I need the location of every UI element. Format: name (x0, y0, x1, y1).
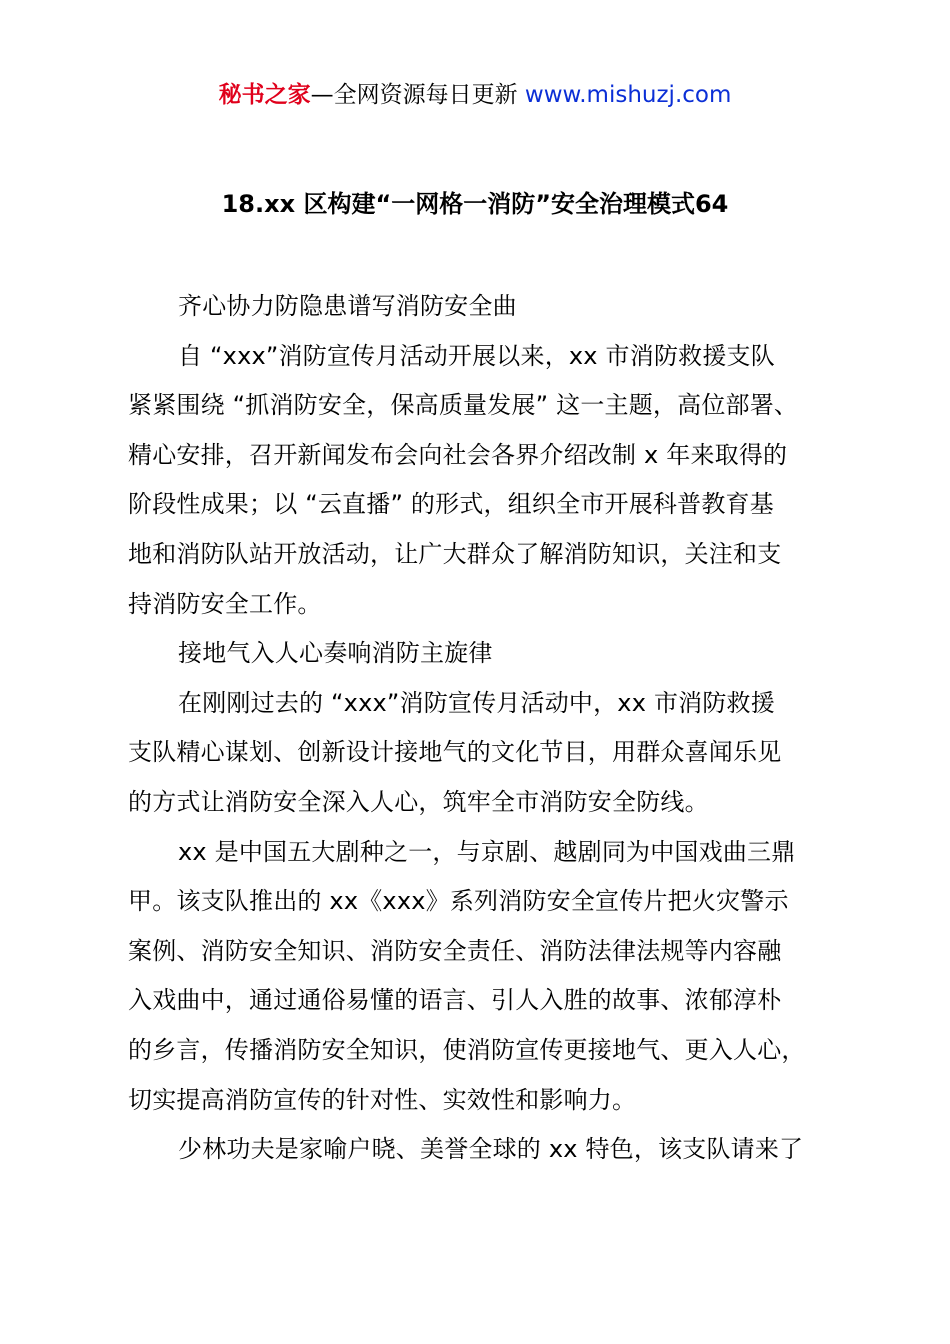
text-line: 接地气入人心奏响消防主旋律 (178, 639, 493, 668)
section-heading (128, 629, 836, 679)
text-line: 精心安排，召开新闻发布会向社会各界介绍改制 x 年来取得的 (128, 440, 788, 469)
text-line: 的方式让消防安全深入人心，筑牢全市消防安全防线。 (128, 787, 709, 816)
site-brand: 秘书之家 (218, 82, 311, 108)
text-line: 案例、消防安全知识、消防安全责任、消防法律法规等内容融 (128, 936, 782, 965)
document-title: 18.xx 区构建“一网格一消防”安全治理模式64 (221, 190, 729, 218)
site-header (0, 78, 950, 112)
site-slogan: —全网资源每日更新 (310, 82, 525, 108)
document-body (128, 282, 836, 1175)
paragraph (128, 679, 836, 828)
paragraph (128, 332, 836, 630)
text-line: 地和消防队站开放活动，让广大群众了解消防知识，关注和支 (128, 539, 782, 568)
text-line: 的乡言，传播消防安全知识，使消防宣传更接地气、更入人心， (128, 1035, 806, 1064)
text-line: 持消防安全工作。 (128, 589, 322, 618)
site-url-link[interactable]: www.mishuzj.com (524, 82, 732, 108)
text-line: xx 是中国五大剧种之一，与京剧、越剧同为中国戏曲三鼎 (178, 837, 796, 866)
paragraph (128, 1125, 836, 1175)
text-line: 少林功夫是家喻户晓、美誉全球的 xx 特色，该支队请来了 (178, 1135, 804, 1164)
text-line: 甲。该支队推出的 xx《xxx》系列消防安全宣传片把火灾警示 (128, 887, 789, 916)
text-line: 紧紧围绕 “抓消防安全，保高质量发展” 这一主题，高位部署、 (128, 391, 799, 420)
section-heading (128, 282, 836, 332)
text-line: 自 “xxx”消防宣传月活动开展以来，xx 市消防救援支队 (178, 341, 775, 370)
text-line: 切实提高消防宣传的针对性、实效性和影响力。 (128, 1085, 637, 1114)
text-line: 支队精心谋划、创新设计接地气的文化节目，用群众喜闻乐见 (128, 738, 782, 767)
paragraph (128, 828, 836, 1126)
text-line: 阶段性成果；以 “云直播” 的形式，组织全市开展科普教育基 (128, 490, 774, 519)
text-line: 在刚刚过去的 “xxx”消防宣传月活动中，xx 市消防救援 (178, 688, 775, 717)
text-line: 入戏曲中，通过通俗易懂的语言、引人入胜的故事、浓郁淳朴 (128, 986, 782, 1015)
text-line: 齐心协力防隐患谱写消防安全曲 (178, 292, 517, 320)
